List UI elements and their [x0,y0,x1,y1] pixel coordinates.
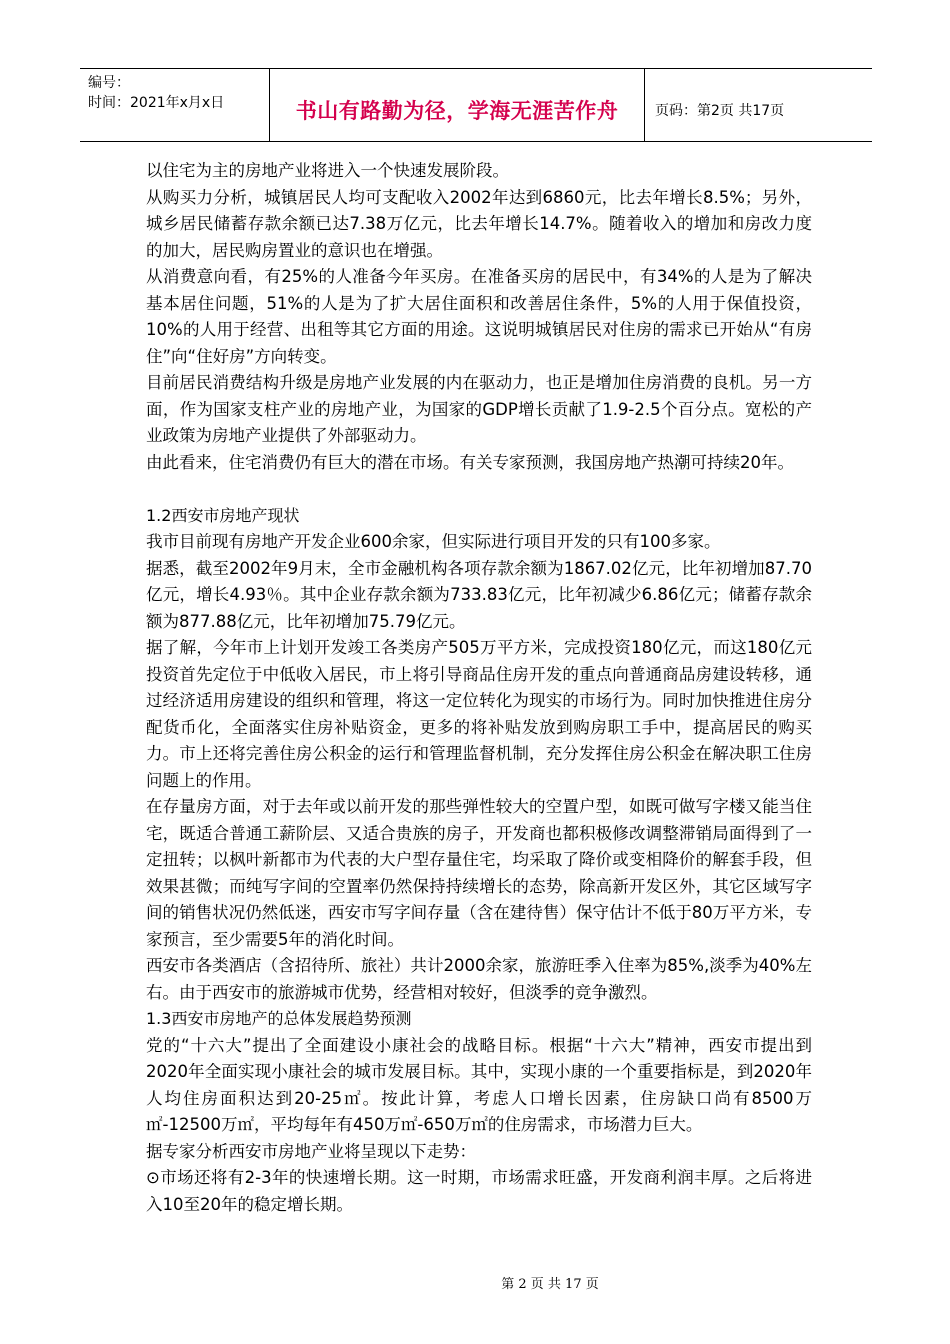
document-time: 时间：2021年x月x日 [88,95,225,111]
page-header [80,68,872,142]
section-heading: 1.3西安市房地产的总体发展趋势预测 [146,1009,412,1028]
paragraph: 从消费意向看，有25%的人准备今年买房。在准备买房的居民中，有34%的人是为了解决基本居住问题，51%的人是为了扩大居住面积和改善居住条件，5%的人用于保值投资，10%的人用于经营、出租等其它方面的用途。这说明城镇居民对住房的需求已开始从“有房住”向“住好房”方向转变。 [146,267,812,366]
header-meta [80,69,270,141]
paragraph: 据悉，截至2002年9月末，全市金融机构各项存款余额为1867.02亿元，比年初增加87.70亿元，增长4.93％。其中企业存款余额为733.83亿元，比年初减少6.86亿元；储蓄存款余额为877.88亿元，比年初增加75.79亿元。 [146,558,812,631]
paragraph: ⊙市场还将有2-3年的快速增长期。这一时期，市场需求旺盛，开发商利润丰厚。之后将进入10至20年的稳定增长期。 [146,1168,812,1214]
header-page-number: 页码：第2页 共17页 [655,103,785,119]
paragraph: 我市目前现有房地产开发企业600余家，但实际进行项目开发的只有100多家。 [146,532,721,551]
section-heading: 1.2西安市房地产现状 [146,505,300,525]
paragraph: 西安市各类酒店（含招待所、旅社）共计2000余家，旅游旺季入住率为85%,淡季为40%左右。由于西安市的旅游城市优势，经营相对较好，但淡季的竞争激烈。 [146,956,812,1002]
paragraph: 据了解，今年市上计划开发竣工各类房产505万平方米，完成投资180亿元，而这180亿元投资首先定位于中低收入居民，市上将引导商品住房开发的重点向普通商品房建设转移，通过经济适用房建设的组织和管理，将这一定位转化为现实的市场行为。同时加快推进住房分配货币化，全面落实住房补贴资金，更多的将补贴发放到购房职工手中，提高居民的购买力。市上还将完善住房公积金的运行和管理监督机制，充分发挥住房公积金在解决职工住房问题上的作用。 [146,638,812,790]
paragraph: 党的“十六大”提出了全面建设小康社会的战略目标。根据“十六大”精神，西安市提出到2020年全面实现小康社会的城市发展目标。其中，实现小康的一个重要指标是，到2020年人均住房面积达到20-25㎡。按此计算，考虑人口增长因素，住房缺口尚有8500万㎡-12500万㎡，平均每年有450万㎡-650万㎡的住房需求，市场潜力巨大。 [146,1035,812,1134]
paragraph: 在存量房方面，对于去年或以前开发的那些弹性较大的空置户型，如既可做写字楼又能当住宅，既适合普通工薪阶层、又适合贵族的房子，开发商也都积极修改调整滞销局面得到了一定扭转；以枫叶新都市为代表的大户型存量住宅，均采取了降价或变相降价的解套手段，但效果甚微；而纯写字间的空置率仍然保持持续增长的态势，除高新开发区外，其它区域写字间的销售状况仍然低迷，西安市写字间存量（含在建待售）保守估计不低于80万平方米，专家预言，至少需要5年的消化时间。 [146,797,812,949]
paragraph: 以住宅为主的房地产业将进入一个快速发展阶段。 [146,161,509,180]
header-motto: 书山有路勤为径，学海无涯苦作舟 [295,99,619,123]
paragraph: 目前居民消费结构升级是房地产业发展的内在驱动力，也正是增加住房消费的良机。另一方面，作为国家支柱产业的房地产业，为国家的GDP增长贡献了1.9-2.5个百分点。宽松的产业政策为房地产业提供了外部驱动力。 [146,373,812,445]
header-motto-cell [270,69,645,141]
page-footer: 第 2 页 共 17 页 [501,1277,599,1292]
blank-line [146,476,812,503]
document-number: 编号： [88,75,130,91]
paragraph: 由此看来，住宅消费仍有巨大的潜在市场。有关专家预测，我国房地产热潮可持续20年。 [146,452,794,472]
paragraph: 据专家分析西安市房地产业将呈现以下走势： [146,1141,476,1161]
paragraph: 从购买力分析，城镇居民人均可支配收入2002年达到6860元，比去年增长8.5%；另外，城乡居民储蓄存款余额已达7.38万亿元，比去年增长14.7%。随着收入的增加和房改力度的加大，居民购房置业的意识也在增强。 [146,187,812,260]
document-body [146,158,812,1218]
